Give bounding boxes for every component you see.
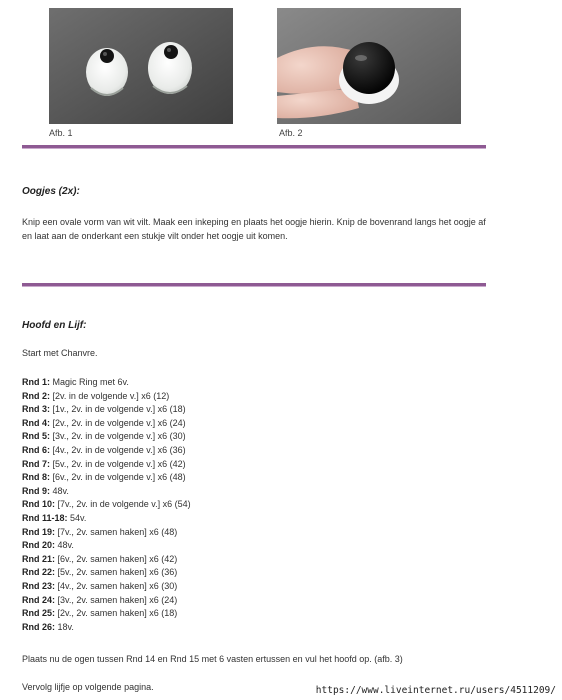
section-divider <box>22 145 486 149</box>
continue-note: Vervolg lijfje op volgende pagina. <box>22 682 154 692</box>
figure-1-photo <box>49 8 233 124</box>
eyes-placement-note: Plaats nu de ogen tussen Rnd 14 en Rnd 15 met 6 vasten ertussen en vul het hoofd op. (afb. 3) <box>22 654 403 664</box>
head-body-intro: Start met Chanvre. <box>22 348 98 358</box>
figure-2-photo <box>277 8 461 124</box>
round-item: Rnd 11-18: 54v. <box>22 512 87 523</box>
watermark-url: https://www.liveinternet.ru/users/4511209/ <box>315 685 556 696</box>
eyes-instructions: Knip een ovale vorm van wit vilt. Maak een inkeping en plaats het oogje hierin. Knip de bovenrand langs het oogje af en laat aan de onderkant een stukje vilt onder het oogje uit komen. <box>22 217 486 241</box>
round-item: Rnd 1: Magic Ring met 6v. <box>22 377 129 387</box>
eyes-heading: Oogjes (2x): <box>22 186 80 197</box>
round-item: Rnd 23: [4v., 2v. samen haken] x6 (30) <box>22 580 178 591</box>
round-item: Rnd 7: [5v., 2v. in de volgende v.] x6 (42) <box>22 458 186 469</box>
round-item: Rnd 9: 48v. <box>22 485 69 496</box>
round-item: Rnd 10: [7v., 2v. in de volgende v.] x6 (54) <box>22 499 191 510</box>
figure-1-caption: Afb. 1 <box>49 128 73 138</box>
round-item: Rnd 20: 48v. <box>22 540 74 551</box>
round-item: Rnd 22: [5v., 2v. samen haken] x6 (36) <box>22 567 178 578</box>
head-body-heading: Hoofd en Lijf: <box>22 320 87 331</box>
round-item: Rnd 8: [6v., 2v. in de volgende v.] x6 (48) <box>22 472 186 483</box>
round-item: Rnd 4: [2v., 2v. in de volgende v.] x6 (24) <box>22 417 186 428</box>
round-item: Rnd 2: [2v. in de volgende v.] x6 (12) <box>22 390 170 401</box>
round-list <box>22 376 191 634</box>
round-item: Rnd 21: [6v., 2v. samen haken] x6 (42) <box>22 553 178 564</box>
round-item: Rnd 25: [2v., 2v. samen haken] x6 (18) <box>22 608 178 619</box>
round-item: Rnd 24: [3v., 2v. samen haken] x6 (24) <box>22 594 178 605</box>
figure-2-caption: Afb. 2 <box>279 128 303 138</box>
round-item: Rnd 19: [7v., 2v. samen haken] x6 (48) <box>22 526 178 537</box>
round-item: Rnd 3: [1v., 2v. in de volgende v.] x6 (18) <box>22 404 186 415</box>
round-item: Rnd 6: [4v., 2v. in de volgende v.] x6 (36) <box>22 444 186 455</box>
section-divider <box>22 283 486 287</box>
round-item: Rnd 5: [3v., 2v. in de volgende v.] x6 (30) <box>22 431 186 442</box>
round-item: Rnd 26: 18v. <box>22 621 74 632</box>
